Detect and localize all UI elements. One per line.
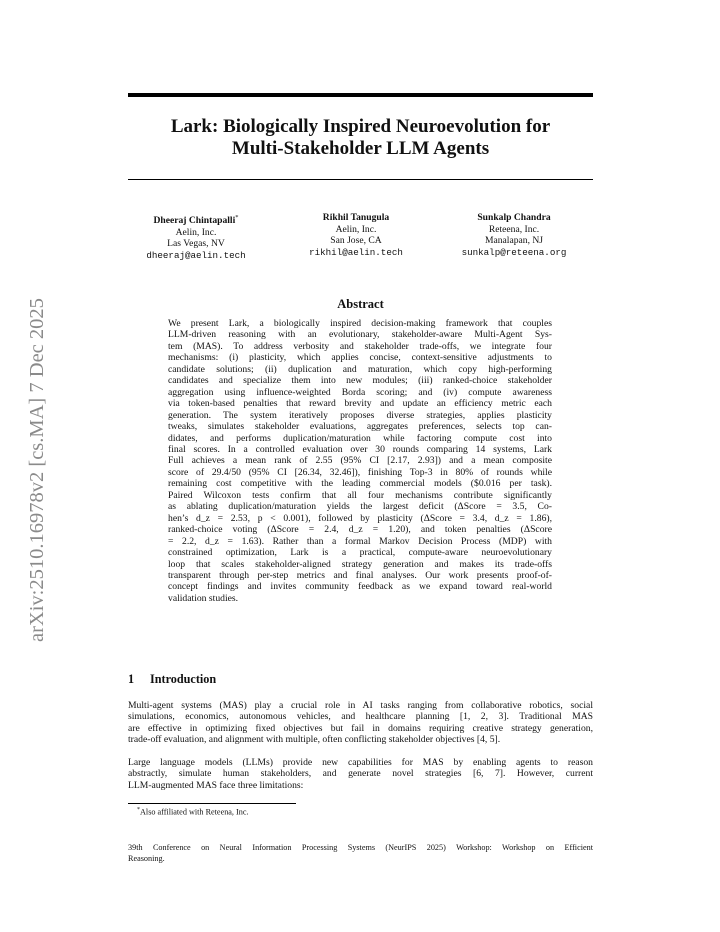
title-bottom-rule [128, 179, 593, 180]
author-block [128, 212, 593, 272]
abstract-line: score of 29.4/50 (95% CI [26.34, 32.46]), finishing Top-3 in 80% of rounds while [168, 466, 552, 478]
abstract-line: mechanisms: (i) plasticity, which applies concise, context-sensitive adjustments to [168, 352, 552, 364]
abstract-line: via token-based penalties that reward brevity and update an efficiency metric each [168, 398, 552, 410]
author-location: San Jose, CA [330, 235, 382, 247]
title-line-2: Multi-Stakeholder LLM Agents [231, 138, 490, 159]
paragraph-line: abstractly, simulate human stakeholders, and generate novel strategies [6, 7]. However, current [128, 768, 593, 780]
author-affiliation: Reteena, Inc. [488, 223, 540, 235]
footnote-mark: * [137, 807, 140, 813]
author-email[interactable]: dheeraj@aelin.tech [146, 249, 246, 261]
arxiv-stamp-text: arXiv:2510.16978v2 [cs.MA] 7 Dec 2025 [26, 298, 48, 642]
abstract-line: transparent through per-step metrics and final analyses. Our work presents proof-of- [168, 569, 552, 581]
paragraph-line: are effective in optimizing fixed objectives but fail in domains requiring creative strategy generation, [128, 722, 593, 734]
footnote [137, 807, 249, 817]
conference-line: 39th Conference on Neural Information Processing Systems (NeurIPS 2025) Workshop: Workshop on Efficient [128, 843, 593, 852]
paragraph-line: Multi-agent systems (MAS) play a crucial role in AI tasks ranging from collaborative robotics, social [128, 700, 593, 711]
abstract-body [168, 318, 552, 604]
author-name: Sunkalp Chandra [477, 212, 551, 223]
abstract-line: final scores. In a controlled evaluation over 30 rounds comparing 14 systems, Lark [168, 443, 552, 455]
abstract-line: tem (MAS). To address verbosity and stakeholder trade-offs, we integrate four [168, 340, 552, 352]
intro-paragraph-2 [128, 757, 593, 791]
author-name: Dheeraj Chintapalli* [153, 214, 239, 227]
section-number: 1 [128, 672, 135, 686]
abstract-line: Paired Wilcoxon tests confirm that all four mechanisms contribute significantly [168, 489, 552, 501]
abstract-line: hen’s d_z = 2.53, p < 0.001), followed by plasticity (ΔScore = 3.4, d_z = 1.86), [168, 512, 552, 524]
abstract-line: LLM-driven reasoning with an evolutionary, stakeholder-aware Multi-Agent Sys- [168, 329, 552, 341]
abstract-line: didates, and performs duplication/maturation while factoring compute cost into [168, 432, 552, 444]
abstract-line: aggregation using influence-weighted Borda scoring; and (iv) compute awareness [168, 386, 552, 398]
abstract-line: Full achieves a mean rank of 2.55 (95% CI [2.17, 2.93]) and a mean composite [168, 455, 552, 467]
author-2 [281, 212, 431, 258]
author-affiliation: Aelin, Inc. [335, 223, 377, 235]
abstract-line: = 2.2, d_z = 1.63). Rather than a formal Markov Decision Process (MDP) with [168, 535, 552, 547]
abstract-heading: Abstract [337, 297, 384, 311]
footnote-text: Also affiliated with Reteena, Inc. [140, 807, 249, 817]
conference-note [128, 842, 593, 864]
abstract-line: loop that scales stakeholder-aligned strategy generation and makes its trade-offs [168, 558, 552, 570]
abstract-line: concept findings and invites community feedback as we expand toward real-world [168, 581, 552, 593]
author-name: Rikhil Tanugula [322, 212, 390, 223]
footnote-rule [128, 803, 296, 804]
abstract-line: constrained optimization, Lark is a practical, compute-aware neuroevolutionary [168, 547, 552, 559]
section-title: Introduction [150, 672, 217, 686]
paragraph-line: Large language models (LLMs) provide new capabilities for MAS by enabling agents to reason [128, 757, 593, 768]
paragraph-line: simulations, economics, autonomous vehicles, and healthcare planning [1, 2, 3]. Traditional MAS [128, 711, 593, 723]
section-heading [128, 672, 216, 687]
paper-title [128, 116, 593, 160]
author-location: Manalapan, NJ [484, 235, 544, 247]
author-3 [439, 212, 589, 258]
author-affiliation: Aelin, Inc. [175, 226, 217, 238]
abstract-line: ranked-choice voting (ΔScore = 2.4, d_z = 1.20), and token penalties (ΔScore [168, 524, 552, 536]
abstract-line: We present Lark, a biologically inspired decision-making framework that couples [168, 318, 552, 329]
conference-line: Reasoning. [128, 854, 165, 863]
author-location: Las Vegas, NV [167, 238, 225, 250]
abstract-line: generation. The system iteratively proposes diverse strategies, applies plasticity [168, 409, 552, 421]
abstract-line: remaining cost competitive with the leading commercial models ($0.016 per task). [168, 478, 552, 490]
author-1 [121, 212, 271, 262]
abstract-line: candidates and specialize them into new modules; (iii) ranked-choice stakeholder [168, 375, 552, 387]
intro-paragraph-1 [128, 700, 593, 746]
abstract-line: validation studies. [168, 592, 239, 604]
paragraph-line: LLM-augmented MAS face three limitations: [128, 779, 304, 791]
arxiv-identifier-stamp [14, 262, 54, 642]
author-email[interactable]: rikhil@aelin.tech [309, 246, 403, 258]
abstract-line: tweaks, simulates stakeholder evaluations, aggregates preferences, selects top can- [168, 421, 552, 433]
author-email[interactable]: sunkalp@reteena.org [461, 246, 567, 258]
abstract-line: candidate solutions; (ii) duplication and maturation, which copy high-performing [168, 363, 552, 375]
title-line-1: Lark: Biologically Inspired Neuroevolution for [170, 116, 551, 137]
title-top-rule [128, 93, 593, 97]
paragraph-line: trade-off evaluation, and alignment with multiple, often conflicting stakeholder objectives [4, 5]. [128, 734, 501, 746]
abstract-line: as ablating duplication/maturation yields the largest deficit (ΔScore = 3.5, Co- [168, 501, 552, 513]
